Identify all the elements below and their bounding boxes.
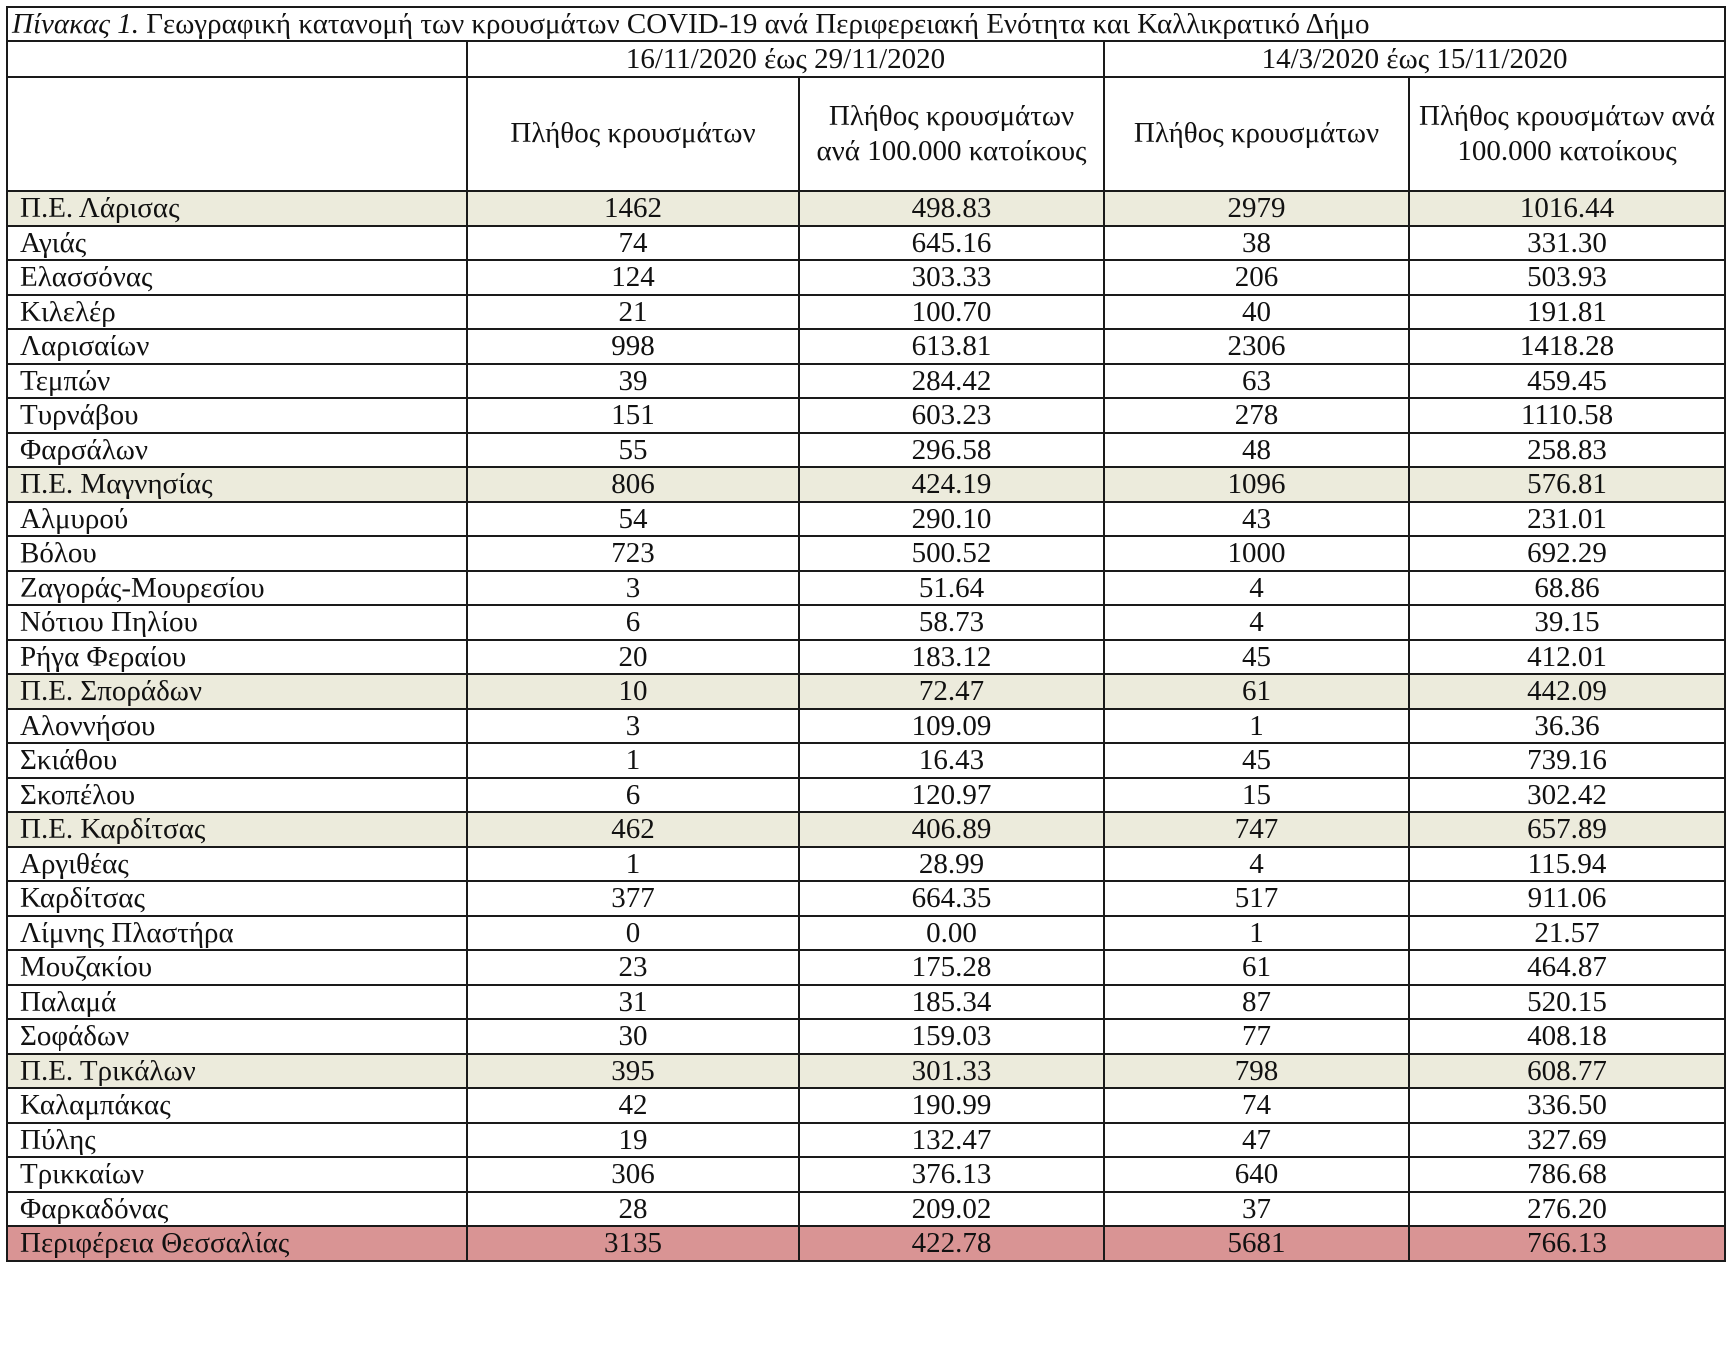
municipality-row [7,502,1725,537]
cases-cumulative-cell: 4 [1104,571,1409,606]
table-caption-row [7,7,1725,41]
per100k-recent-cell: 613.81 [799,329,1104,364]
cases-recent-cell: 462 [467,812,799,847]
cases-recent-cell: 377 [467,881,799,916]
row-name-cell: Αλοννήσου [7,709,467,744]
row-name-cell: Καλαμπάκας [7,1088,467,1123]
row-name-cell: Τυρνάβου [7,398,467,433]
cases-recent-cell: 6 [467,778,799,813]
per100k-cumulative-cell: 608.77 [1409,1054,1725,1089]
cases-recent-cell: 395 [467,1054,799,1089]
cases-recent-cell: 806 [467,467,799,502]
row-name-cell: Λαρισαίων [7,329,467,364]
period-header-row [7,41,1725,77]
cases-recent-cell: 124 [467,260,799,295]
cases-recent-cell: 3 [467,571,799,606]
cases-recent-cell: 1462 [467,191,799,226]
row-name-cell: Π.Ε. Καρδίτσας [7,812,467,847]
cases-cumulative-cell: 640 [1104,1157,1409,1192]
cases-cumulative-cell: 15 [1104,778,1409,813]
cases-recent-cell: 39 [467,364,799,399]
cases-cumulative-cell: 5681 [1104,1226,1409,1261]
row-name-cell: Ελασσόνας [7,260,467,295]
per100k-recent-cell: 175.28 [799,950,1104,985]
per100k-cumulative-cell: 68.86 [1409,571,1725,606]
covid-cases-table [6,6,1726,1262]
cases-recent-cell: 74 [467,226,799,261]
per100k-cumulative-cell: 657.89 [1409,812,1725,847]
col-header-per100k-cumulative: Πλήθος κρουσμάτων ανά 100.000 κατοίκους [1409,77,1725,191]
per100k-cumulative-cell: 459.45 [1409,364,1725,399]
per100k-recent-cell: 58.73 [799,605,1104,640]
cases-recent-cell: 0 [467,916,799,951]
municipality-row [7,1019,1725,1054]
cases-recent-cell: 20 [467,640,799,675]
row-name-cell: Νότιου Πηλίου [7,605,467,640]
cases-recent-cell: 31 [467,985,799,1020]
empty-name-header-cell [7,77,467,191]
per100k-cumulative-cell: 336.50 [1409,1088,1725,1123]
cases-recent-cell: 306 [467,1157,799,1192]
cases-cumulative-cell: 38 [1104,226,1409,261]
per100k-recent-cell: 406.89 [799,812,1104,847]
municipality-row [7,1192,1725,1227]
per100k-recent-cell: 290.10 [799,502,1104,537]
per100k-cumulative-cell: 258.83 [1409,433,1725,468]
per100k-cumulative-cell: 1016.44 [1409,191,1725,226]
municipality-row [7,398,1725,433]
row-name-cell: Ρήγα Φεραίου [7,640,467,675]
row-name-cell: Τρικκαίων [7,1157,467,1192]
municipality-row [7,226,1725,261]
cases-recent-cell: 6 [467,605,799,640]
regional-unit-row [7,1054,1725,1089]
row-name-cell: Σκιάθου [7,743,467,778]
municipality-row [7,571,1725,606]
cases-cumulative-cell: 77 [1104,1019,1409,1054]
municipality-row [7,743,1725,778]
per100k-recent-cell: 301.33 [799,1054,1104,1089]
per100k-cumulative-cell: 39.15 [1409,605,1725,640]
per100k-cumulative-cell: 36.36 [1409,709,1725,744]
per100k-cumulative-cell: 576.81 [1409,467,1725,502]
per100k-cumulative-cell: 786.68 [1409,1157,1725,1192]
cases-recent-cell: 30 [467,1019,799,1054]
row-name-cell: Σκοπέλου [7,778,467,813]
period-header-recent: 16/11/2020 έως 29/11/2020 [467,41,1104,77]
cases-recent-cell: 151 [467,398,799,433]
per100k-recent-cell: 0.00 [799,916,1104,951]
cases-recent-cell: 3 [467,709,799,744]
municipality-row [7,640,1725,675]
cases-cumulative-cell: 74 [1104,1088,1409,1123]
cases-recent-cell: 3135 [467,1226,799,1261]
per100k-cumulative-cell: 1110.58 [1409,398,1725,433]
per100k-recent-cell: 190.99 [799,1088,1104,1123]
per100k-recent-cell: 209.02 [799,1192,1104,1227]
document-sheet [6,6,1724,1262]
per100k-cumulative-cell: 21.57 [1409,916,1725,951]
regional-unit-row [7,191,1725,226]
regional-unit-row [7,674,1725,709]
per100k-cumulative-cell: 739.16 [1409,743,1725,778]
row-name-cell: Αλμυρού [7,502,467,537]
per100k-recent-cell: 603.23 [799,398,1104,433]
cases-recent-cell: 42 [467,1088,799,1123]
cases-cumulative-cell: 47 [1104,1123,1409,1158]
cases-recent-cell: 723 [467,536,799,571]
per100k-cumulative-cell: 327.69 [1409,1123,1725,1158]
per100k-recent-cell: 185.34 [799,985,1104,1020]
cases-recent-cell: 998 [467,329,799,364]
per100k-recent-cell: 132.47 [799,1123,1104,1158]
table-caption-text: Γεωγραφική κατανομή των κρουσμάτων COVID-19 ανά Περιφερειακή Ενότητα και Καλλικρατικό Δήμο [139,7,1370,40]
per100k-recent-cell: 303.33 [799,260,1104,295]
row-name-cell: Πύλης [7,1123,467,1158]
cases-recent-cell: 10 [467,674,799,709]
cases-cumulative-cell: 2306 [1104,329,1409,364]
municipality-row [7,847,1725,882]
municipality-row [7,295,1725,330]
column-header-row [7,77,1725,191]
per100k-recent-cell: 664.35 [799,881,1104,916]
col-header-per100k-recent: Πλήθος κρουσμάτων ανά 100.000 κατοίκους [799,77,1104,191]
cases-recent-cell: 21 [467,295,799,330]
per100k-recent-cell: 183.12 [799,640,1104,675]
period-header-cumulative: 14/3/2020 έως 15/11/2020 [1104,41,1725,77]
per100k-recent-cell: 645.16 [799,226,1104,261]
cases-cumulative-cell: 206 [1104,260,1409,295]
cases-recent-cell: 23 [467,950,799,985]
per100k-cumulative-cell: 331.30 [1409,226,1725,261]
municipality-row [7,778,1725,813]
cases-cumulative-cell: 1096 [1104,467,1409,502]
per100k-cumulative-cell: 503.93 [1409,260,1725,295]
row-name-cell: Ζαγοράς-Μουρεσίου [7,571,467,606]
row-name-cell: Π.Ε. Λάρισας [7,191,467,226]
per100k-recent-cell: 120.97 [799,778,1104,813]
per100k-recent-cell: 422.78 [799,1226,1104,1261]
cases-cumulative-cell: 2979 [1104,191,1409,226]
regional-unit-row [7,467,1725,502]
per100k-cumulative-cell: 1418.28 [1409,329,1725,364]
row-name-cell: Βόλου [7,536,467,571]
cases-cumulative-cell: 43 [1104,502,1409,537]
per100k-cumulative-cell: 766.13 [1409,1226,1725,1261]
row-name-cell: Π.Ε. Σποράδων [7,674,467,709]
cases-cumulative-cell: 37 [1104,1192,1409,1227]
municipality-row [7,950,1725,985]
table-caption [7,7,1725,41]
row-name-cell: Περιφέρεια Θεσσαλίας [7,1226,467,1261]
per100k-cumulative-cell: 191.81 [1409,295,1725,330]
cases-cumulative-cell: 63 [1104,364,1409,399]
municipality-row [7,881,1725,916]
cases-cumulative-cell: 45 [1104,640,1409,675]
cases-cumulative-cell: 798 [1104,1054,1409,1089]
municipality-row [7,1088,1725,1123]
per100k-recent-cell: 72.47 [799,674,1104,709]
cases-cumulative-cell: 45 [1104,743,1409,778]
row-name-cell: Αγιάς [7,226,467,261]
cases-recent-cell: 55 [467,433,799,468]
cases-cumulative-cell: 87 [1104,985,1409,1020]
per100k-recent-cell: 500.52 [799,536,1104,571]
cases-recent-cell: 1 [467,847,799,882]
municipality-row [7,1157,1725,1192]
municipality-row [7,260,1725,295]
per100k-cumulative-cell: 520.15 [1409,985,1725,1020]
empty-corner-cell [7,41,467,77]
cases-cumulative-cell: 1000 [1104,536,1409,571]
per100k-recent-cell: 376.13 [799,1157,1104,1192]
cases-cumulative-cell: 517 [1104,881,1409,916]
per100k-cumulative-cell: 464.87 [1409,950,1725,985]
municipality-row [7,916,1725,951]
per100k-recent-cell: 100.70 [799,295,1104,330]
per100k-recent-cell: 498.83 [799,191,1104,226]
cases-recent-cell: 54 [467,502,799,537]
per100k-cumulative-cell: 276.20 [1409,1192,1725,1227]
per100k-recent-cell: 424.19 [799,467,1104,502]
municipality-row [7,709,1725,744]
municipality-row [7,536,1725,571]
per100k-cumulative-cell: 115.94 [1409,847,1725,882]
per100k-recent-cell: 159.03 [799,1019,1104,1054]
col-header-count-cumulative: Πλήθος κρουσμάτων [1104,77,1409,191]
per100k-recent-cell: 296.58 [799,433,1104,468]
region-total-row [7,1226,1725,1261]
municipality-row [7,329,1725,364]
cases-cumulative-cell: 278 [1104,398,1409,433]
table-caption-label: Πίνακας 1. [12,7,140,40]
per100k-cumulative-cell: 911.06 [1409,881,1725,916]
cases-cumulative-cell: 4 [1104,847,1409,882]
row-name-cell: Τεμπών [7,364,467,399]
cases-cumulative-cell: 40 [1104,295,1409,330]
per100k-recent-cell: 51.64 [799,571,1104,606]
cases-cumulative-cell: 61 [1104,950,1409,985]
per100k-recent-cell: 16.43 [799,743,1104,778]
cases-cumulative-cell: 1 [1104,916,1409,951]
row-name-cell: Λίμνης Πλαστήρα [7,916,467,951]
municipality-row [7,364,1725,399]
per100k-cumulative-cell: 408.18 [1409,1019,1725,1054]
cases-cumulative-cell: 48 [1104,433,1409,468]
col-header-count-recent: Πλήθος κρουσμάτων [467,77,799,191]
cases-recent-cell: 19 [467,1123,799,1158]
per100k-cumulative-cell: 231.01 [1409,502,1725,537]
municipality-row [7,985,1725,1020]
per100k-recent-cell: 28.99 [799,847,1104,882]
row-name-cell: Π.Ε. Μαγνησίας [7,467,467,502]
per100k-recent-cell: 109.09 [799,709,1104,744]
cases-cumulative-cell: 1 [1104,709,1409,744]
row-name-cell: Π.Ε. Τρικάλων [7,1054,467,1089]
per100k-cumulative-cell: 412.01 [1409,640,1725,675]
per100k-recent-cell: 284.42 [799,364,1104,399]
row-name-cell: Καρδίτσας [7,881,467,916]
cases-recent-cell: 1 [467,743,799,778]
row-name-cell: Σοφάδων [7,1019,467,1054]
row-name-cell: Παλαμά [7,985,467,1020]
per100k-cumulative-cell: 302.42 [1409,778,1725,813]
row-name-cell: Μουζακίου [7,950,467,985]
per100k-cumulative-cell: 692.29 [1409,536,1725,571]
cases-cumulative-cell: 61 [1104,674,1409,709]
regional-unit-row [7,812,1725,847]
per100k-cumulative-cell: 442.09 [1409,674,1725,709]
cases-cumulative-cell: 4 [1104,605,1409,640]
cases-cumulative-cell: 747 [1104,812,1409,847]
municipality-row [7,605,1725,640]
municipality-row [7,433,1725,468]
row-name-cell: Φαρκαδόνας [7,1192,467,1227]
row-name-cell: Φαρσάλων [7,433,467,468]
row-name-cell: Αργιθέας [7,847,467,882]
row-name-cell: Κιλελέρ [7,295,467,330]
municipality-row [7,1123,1725,1158]
cases-recent-cell: 28 [467,1192,799,1227]
